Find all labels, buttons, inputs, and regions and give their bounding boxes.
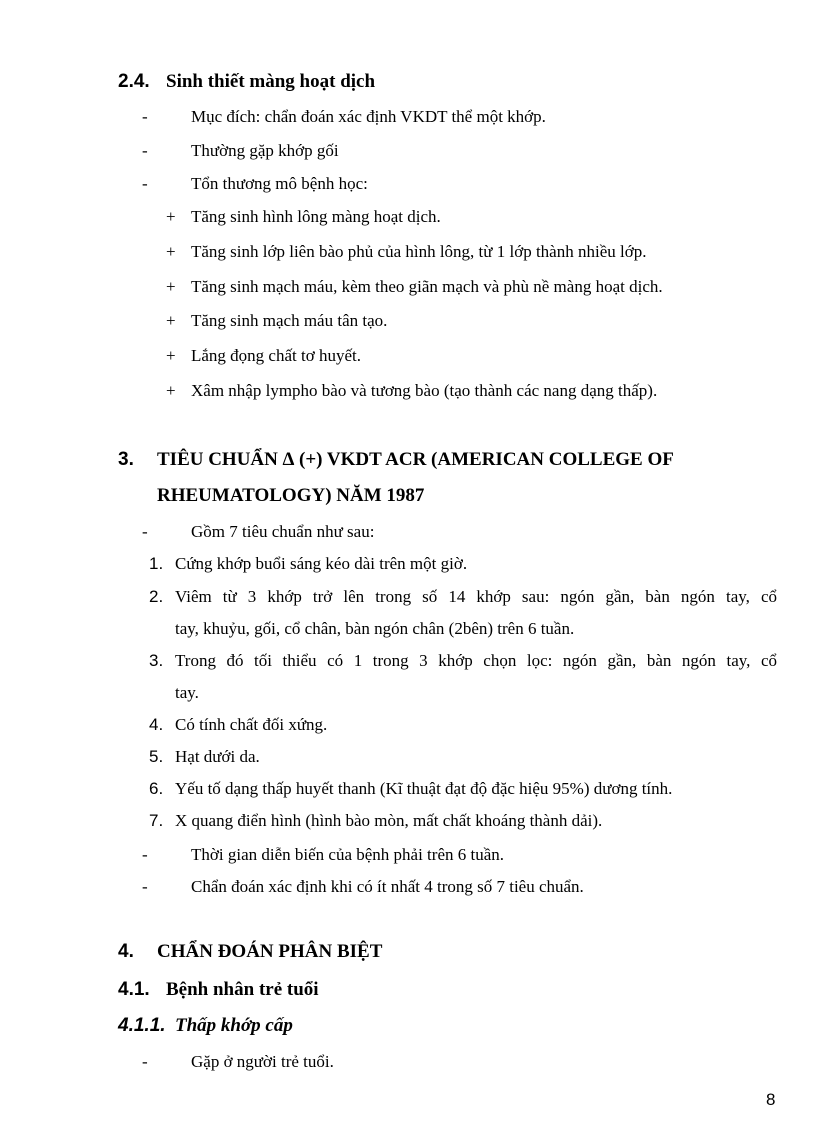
list-item xyxy=(142,845,505,865)
list-item xyxy=(142,1052,334,1072)
criterion-number: 4. xyxy=(149,715,164,734)
bullet: - xyxy=(142,174,148,193)
bullet: - xyxy=(142,877,148,896)
sub-list-item xyxy=(166,346,361,366)
list-item xyxy=(142,522,375,542)
bullet: - xyxy=(142,522,148,541)
list-item xyxy=(142,141,339,161)
sub-list-item xyxy=(166,277,663,297)
section-4-1-title: Bệnh nhân trẻ tuổi xyxy=(166,979,319,1000)
list-item-text: Gặp ở người trẻ tuổi. xyxy=(191,1052,334,1071)
section-4-1-1-heading xyxy=(118,1015,293,1036)
bullet: + xyxy=(166,346,176,365)
section-4-1-1-number: 4.1.1. xyxy=(118,1015,166,1036)
list-item-text: Thời gian diễn biến của bệnh phải trên 6 tuần. xyxy=(191,845,505,864)
section-3-title-line2: RHEUMATOLOGY) NĂM 1987 xyxy=(157,485,425,506)
criterion-text: Có tính chất đối xứng. xyxy=(175,715,328,734)
section-4-heading xyxy=(118,941,383,962)
criterion-text: Yếu tố dạng thấp huyết thanh (Kĩ thuật đạt độ đặc hiệu 95%) dương tính. xyxy=(175,779,673,798)
list-item xyxy=(142,877,584,897)
list-item-text: Thường gặp khớp gối xyxy=(191,141,339,160)
section-3-heading xyxy=(118,449,674,470)
section-2-4-heading xyxy=(118,71,376,92)
list-item-text: Gồm 7 tiêu chuẩn như sau: xyxy=(191,522,375,541)
sub-list-item-text: Tăng sinh mạch máu tân tạo. xyxy=(191,311,388,330)
bullet: - xyxy=(142,107,148,126)
sub-list-item xyxy=(166,207,441,227)
criterion-text: Trong đó tối thiểu có 1 trong 3 khớp chọn lọc: ngón gần, bàn ngón tay, cổ tay. xyxy=(175,651,777,702)
criterion-number: 3. xyxy=(149,651,164,670)
list-item-text: Chẩn đoán xác định khi có ít nhất 4 trong số 7 tiêu chuẩn. xyxy=(191,877,584,896)
bullet: - xyxy=(142,141,148,160)
sub-list-item xyxy=(166,381,658,401)
section-3-title-line1: TIÊU CHUẨN ∆ (+) VKDT ACR (AMERICAN COLLEGE OF xyxy=(157,449,674,470)
page-number: 8 xyxy=(766,1090,776,1109)
sub-list-item xyxy=(166,311,388,331)
section-4-title: CHẨN ĐOÁN PHÂN BIỆT xyxy=(157,941,383,962)
sub-list-item-text: Tăng sinh mạch máu, kèm theo giãn mạch và phù nề màng hoạt dịch. xyxy=(191,277,663,296)
section-4-1-1-title: Thấp khớp cấp xyxy=(175,1015,293,1036)
criterion-number: 1. xyxy=(149,554,164,573)
section-3-number: 3. xyxy=(118,449,134,470)
bullet: + xyxy=(166,311,176,330)
section-4-1-number: 4.1. xyxy=(118,979,150,1000)
section-4-1-heading xyxy=(118,979,319,1000)
bullet: + xyxy=(166,207,176,226)
bullet: + xyxy=(166,242,176,261)
sub-list-item-text: Xâm nhập lympho bào và tương bào (tạo thành các nang dạng thấp). xyxy=(191,381,658,400)
sub-list-item-text: Tăng sinh hình lông màng hoạt dịch. xyxy=(191,207,441,226)
bullet: - xyxy=(142,845,148,864)
section-4-number: 4. xyxy=(118,941,134,962)
criterion-number: 6. xyxy=(149,779,164,798)
list-item xyxy=(142,107,546,127)
sub-list-item-text: Tăng sinh lớp liên bào phủ của hình lông, từ 1 lớp thành nhiều lớp. xyxy=(191,242,647,261)
list-item-text: Mục đích: chẩn đoán xác định VKDT thể một khớp. xyxy=(191,107,546,126)
criterion-number: 7. xyxy=(149,811,164,830)
section-2-4-title: Sinh thiết màng hoạt dịch xyxy=(166,71,376,92)
sub-list-item xyxy=(166,242,647,262)
bullet: - xyxy=(142,1052,148,1071)
criterion-number: 2. xyxy=(149,587,164,606)
sub-list-item-text: Lắng đọng chất tơ huyết. xyxy=(191,346,361,365)
list-item xyxy=(142,174,368,194)
criterion-text: X quang điển hình (hình bào mòn, mất chất khoáng thành dải). xyxy=(175,811,603,830)
bullet: + xyxy=(166,381,176,400)
criterion-text: Hạt dưới da. xyxy=(175,747,260,766)
section-2-4-number: 2.4. xyxy=(118,71,150,92)
criterion-text: Cứng khớp buổi sáng kéo dài trên một giờ. xyxy=(175,554,468,573)
criterion-text: Viêm từ 3 khớp trở lên trong số 14 khớp sau: ngón gần, bàn ngón tay, cổ tay, khuỷu, gối, cổ chân, bàn ngón chân (2bên) trên 6 tuần. xyxy=(175,587,777,638)
criterion-number: 5. xyxy=(149,747,164,766)
bullet: + xyxy=(166,277,176,296)
list-item-text: Tổn thương mô bệnh học: xyxy=(191,174,368,193)
